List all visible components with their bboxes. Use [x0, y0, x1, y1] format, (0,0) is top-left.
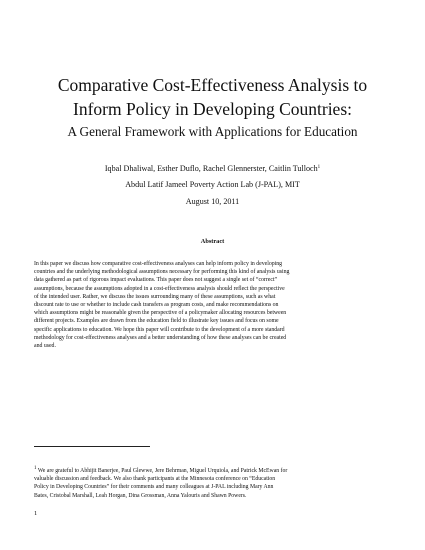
page-number: 1 [34, 510, 38, 517]
abstract-line: methodology for cost-effectiveness analyses and a better understanding of how these analyses can be created [34, 334, 287, 341]
author-footnote-mark: 1 [317, 165, 321, 170]
paper-date: August 10, 2011 [185, 197, 240, 206]
paper-title-line-1: Comparative Cost-Effectiveness Analysis to [57, 75, 368, 95]
paper-title-line-2: Inform Policy in Developing Countries: [73, 99, 352, 119]
footnote-line: Policy in Developing Countries” for their comments and many colleagues at J-PAL including Mary Ann [34, 484, 274, 491]
abstract-line: assumptions, because the assumptions adopted in a cost-effectiveness analysis should reflect the perspective [34, 285, 285, 292]
abstract-line: In this paper we discuss how comparative cost-effectiveness analyses can help inform policy in developing [34, 261, 283, 267]
paper-subtitle: A General Framework with Applications for Education [67, 124, 358, 139]
abstract-heading: Abstract [200, 238, 225, 245]
footnote-line: Bates, Cristobal Marshall, Leah Horgan, Dina Grossman, Anna Yalouris and Shawn Powers. [34, 492, 247, 499]
abstract-line: specific applications to education. We hope this paper will contribute to the development of a more standard [34, 326, 285, 333]
footnote-line: valuable discussion and feedback. We also thank participants at the Minnesota conference on “Education [34, 476, 276, 483]
footnote-line-text: We are grateful to Abhijit Banerjee, Paul Glewwe, Jere Behrman, Miguel Urquiola, and Patrick McEwan for [37, 468, 288, 474]
abstract-line: data gathered as part of rigorous impact evaluations. This paper does not suggest a single set of “correct” [34, 277, 278, 284]
footnote-divider [34, 446, 150, 447]
abstract-line: different projects. Examples are drawn from the education field to illustrate key issues and focus on some [34, 318, 279, 325]
abstract-line: and used. [34, 343, 56, 350]
abstract-line: countries and the underlying methodological assumptions necessary for performing this kind of analysis using [34, 269, 290, 276]
author-names: Iqbal Dhaliwal, Esther Duflo, Rachel Glennerster, Caitlin Tulloch [104, 164, 318, 173]
abstract-line: discount rate to use or whether to include cash transfers as program costs, and make recommendations on [34, 302, 279, 309]
authors [30, 163, 395, 174]
footnote-mark: 1 [34, 466, 37, 471]
abstract-line: of the intended user. Rather, we discuss the issues surrounding many of these assumptions, such as what [34, 293, 276, 300]
footnote-line [34, 465, 390, 475]
abstract-line: which assumptions might be reasonable given the perspective of a policymaker allocating resources between [34, 310, 287, 317]
affiliation: Abdul Latif Jameel Poverty Action Lab (J-PAL), MIT [125, 180, 300, 189]
abstract-body [34, 260, 390, 350]
footnote [34, 465, 390, 500]
